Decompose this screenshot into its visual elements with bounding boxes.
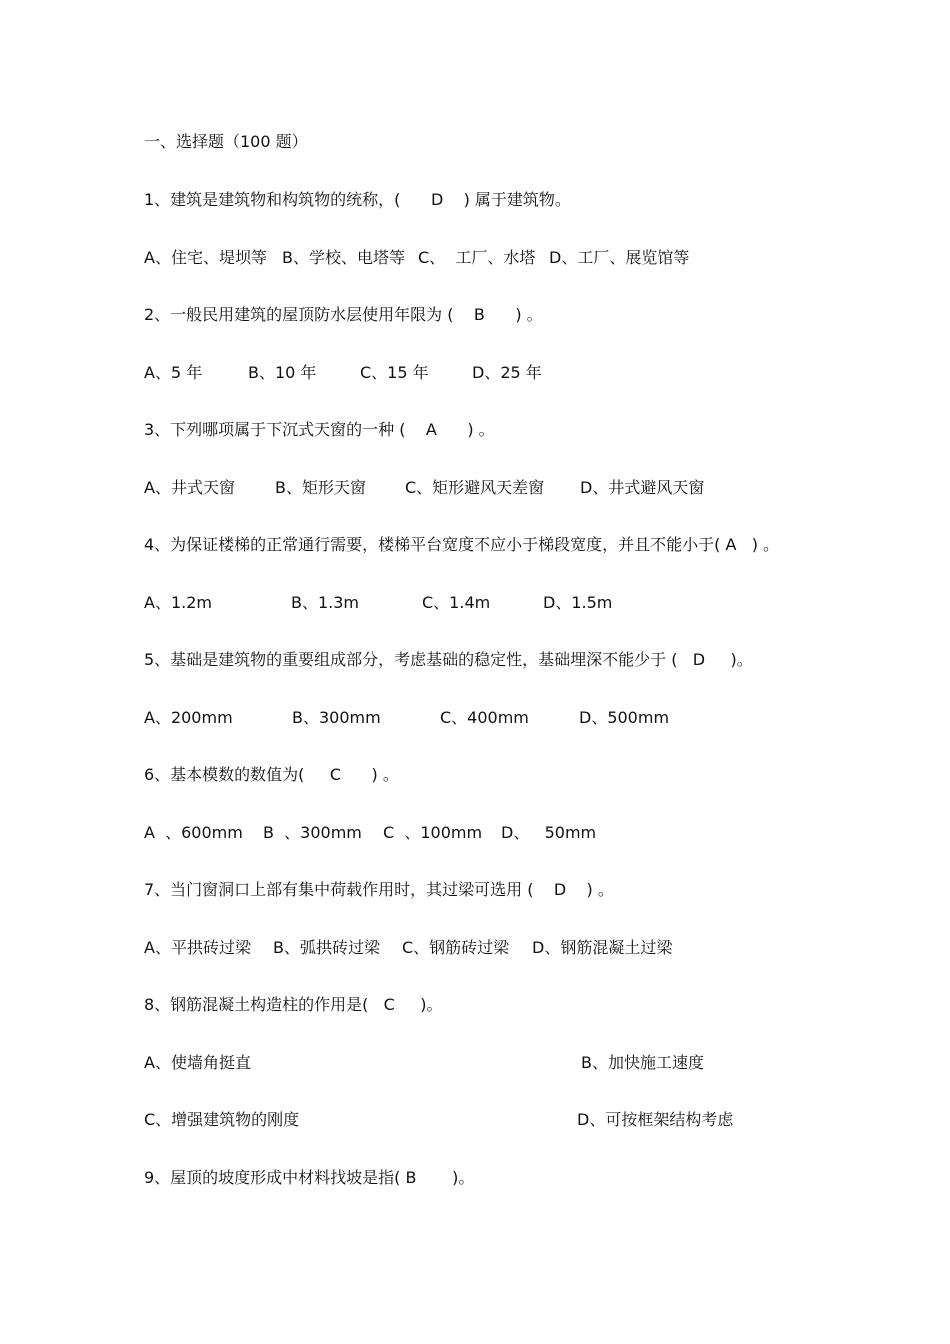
- question-2-option-c: C、15 年: [360, 363, 429, 382]
- question-8-option-c: C、增强建筑物的刚度: [144, 1110, 300, 1129]
- question-2-stem: 2、一般民用建筑的屋顶防水层使用年限为 ( B ) 。: [144, 305, 543, 324]
- question-1-option-c: C、 工厂、水塔: [418, 248, 536, 267]
- question-4-option-a: A、1.2m: [144, 593, 212, 612]
- question-8-stem: 8、钢筋混凝土构造柱的作用是( C )。: [144, 995, 443, 1014]
- question-3-option-d: D、井式避风天窗: [580, 478, 705, 497]
- question-7-stem: 7、当门窗洞口上部有集中荷载作用时，其过梁可选用 ( D ) 。: [144, 880, 614, 899]
- question-3-stem: 3、下列哪项属于下沉式天窗的一种 ( A ) 。: [144, 420, 495, 439]
- question-7-option-c: C、钢筋砖过梁: [402, 938, 510, 957]
- question-3-option-b: B、矩形天窗: [275, 478, 366, 497]
- question-5-option-d: D、500mm: [579, 708, 670, 727]
- question-1-option-a: A、住宅、堤坝等: [144, 248, 267, 267]
- question-4-stem: 4、为保证楼梯的正常通行需要，楼梯平台宽度不应小于梯段宽度，并且不能小于( A ) 。: [144, 535, 780, 554]
- question-6-option-c: C 、100mm: [383, 823, 483, 842]
- question-6-option-d: D、 50mm: [501, 823, 597, 842]
- question-8-option-d: D、可按框架结构考虑: [577, 1110, 734, 1129]
- question-2-option-d: D、25 年: [472, 363, 542, 382]
- question-3-option-c: C、矩形避风天差窗: [405, 478, 545, 497]
- question-4-option-b: B、1.3m: [291, 593, 360, 612]
- question-6-stem: 6、基本模数的数值为( C ) 。: [144, 765, 399, 784]
- section-heading: 一、选择题（100 题）: [144, 132, 308, 151]
- question-7-option-a: A、平拱砖过梁: [144, 938, 251, 957]
- question-4-option-c: C、1.4m: [422, 593, 491, 612]
- question-7-option-d: D、钢筋混凝土过梁: [532, 938, 673, 957]
- question-1-option-b: B、学校、电塔等: [282, 248, 405, 267]
- question-4-option-d: D、1.5m: [543, 593, 613, 612]
- question-8-option-b: B、加快施工速度: [581, 1053, 704, 1072]
- question-8-option-a: A、使墙角挺直: [144, 1053, 251, 1072]
- question-1-stem: 1、建筑是建筑物和构筑物的统称，( D ) 属于建筑物。: [144, 190, 571, 209]
- question-6-option-b: B 、300mm: [263, 823, 362, 842]
- question-5-option-b: B、300mm: [292, 708, 381, 727]
- question-2-option-b: B、10 年: [248, 363, 317, 382]
- question-9-stem: 9、屋顶的坡度形成中材料找坡是指( B )。: [144, 1168, 475, 1187]
- question-5-option-c: C、400mm: [440, 708, 529, 727]
- question-5-option-a: A、200mm: [144, 708, 233, 727]
- question-2-option-a: A、5 年: [144, 363, 203, 382]
- question-7-option-b: B、弧拱砖过梁: [273, 938, 380, 957]
- question-6-option-a: A 、600mm: [144, 823, 243, 842]
- question-5-stem: 5、基础是建筑物的重要组成部分，考虑基础的稳定性，基础埋深不能少于 ( D )。: [144, 650, 753, 669]
- question-3-option-a: A、井式天窗: [144, 478, 235, 497]
- question-1-option-d: D、工厂、展览馆等: [549, 248, 690, 267]
